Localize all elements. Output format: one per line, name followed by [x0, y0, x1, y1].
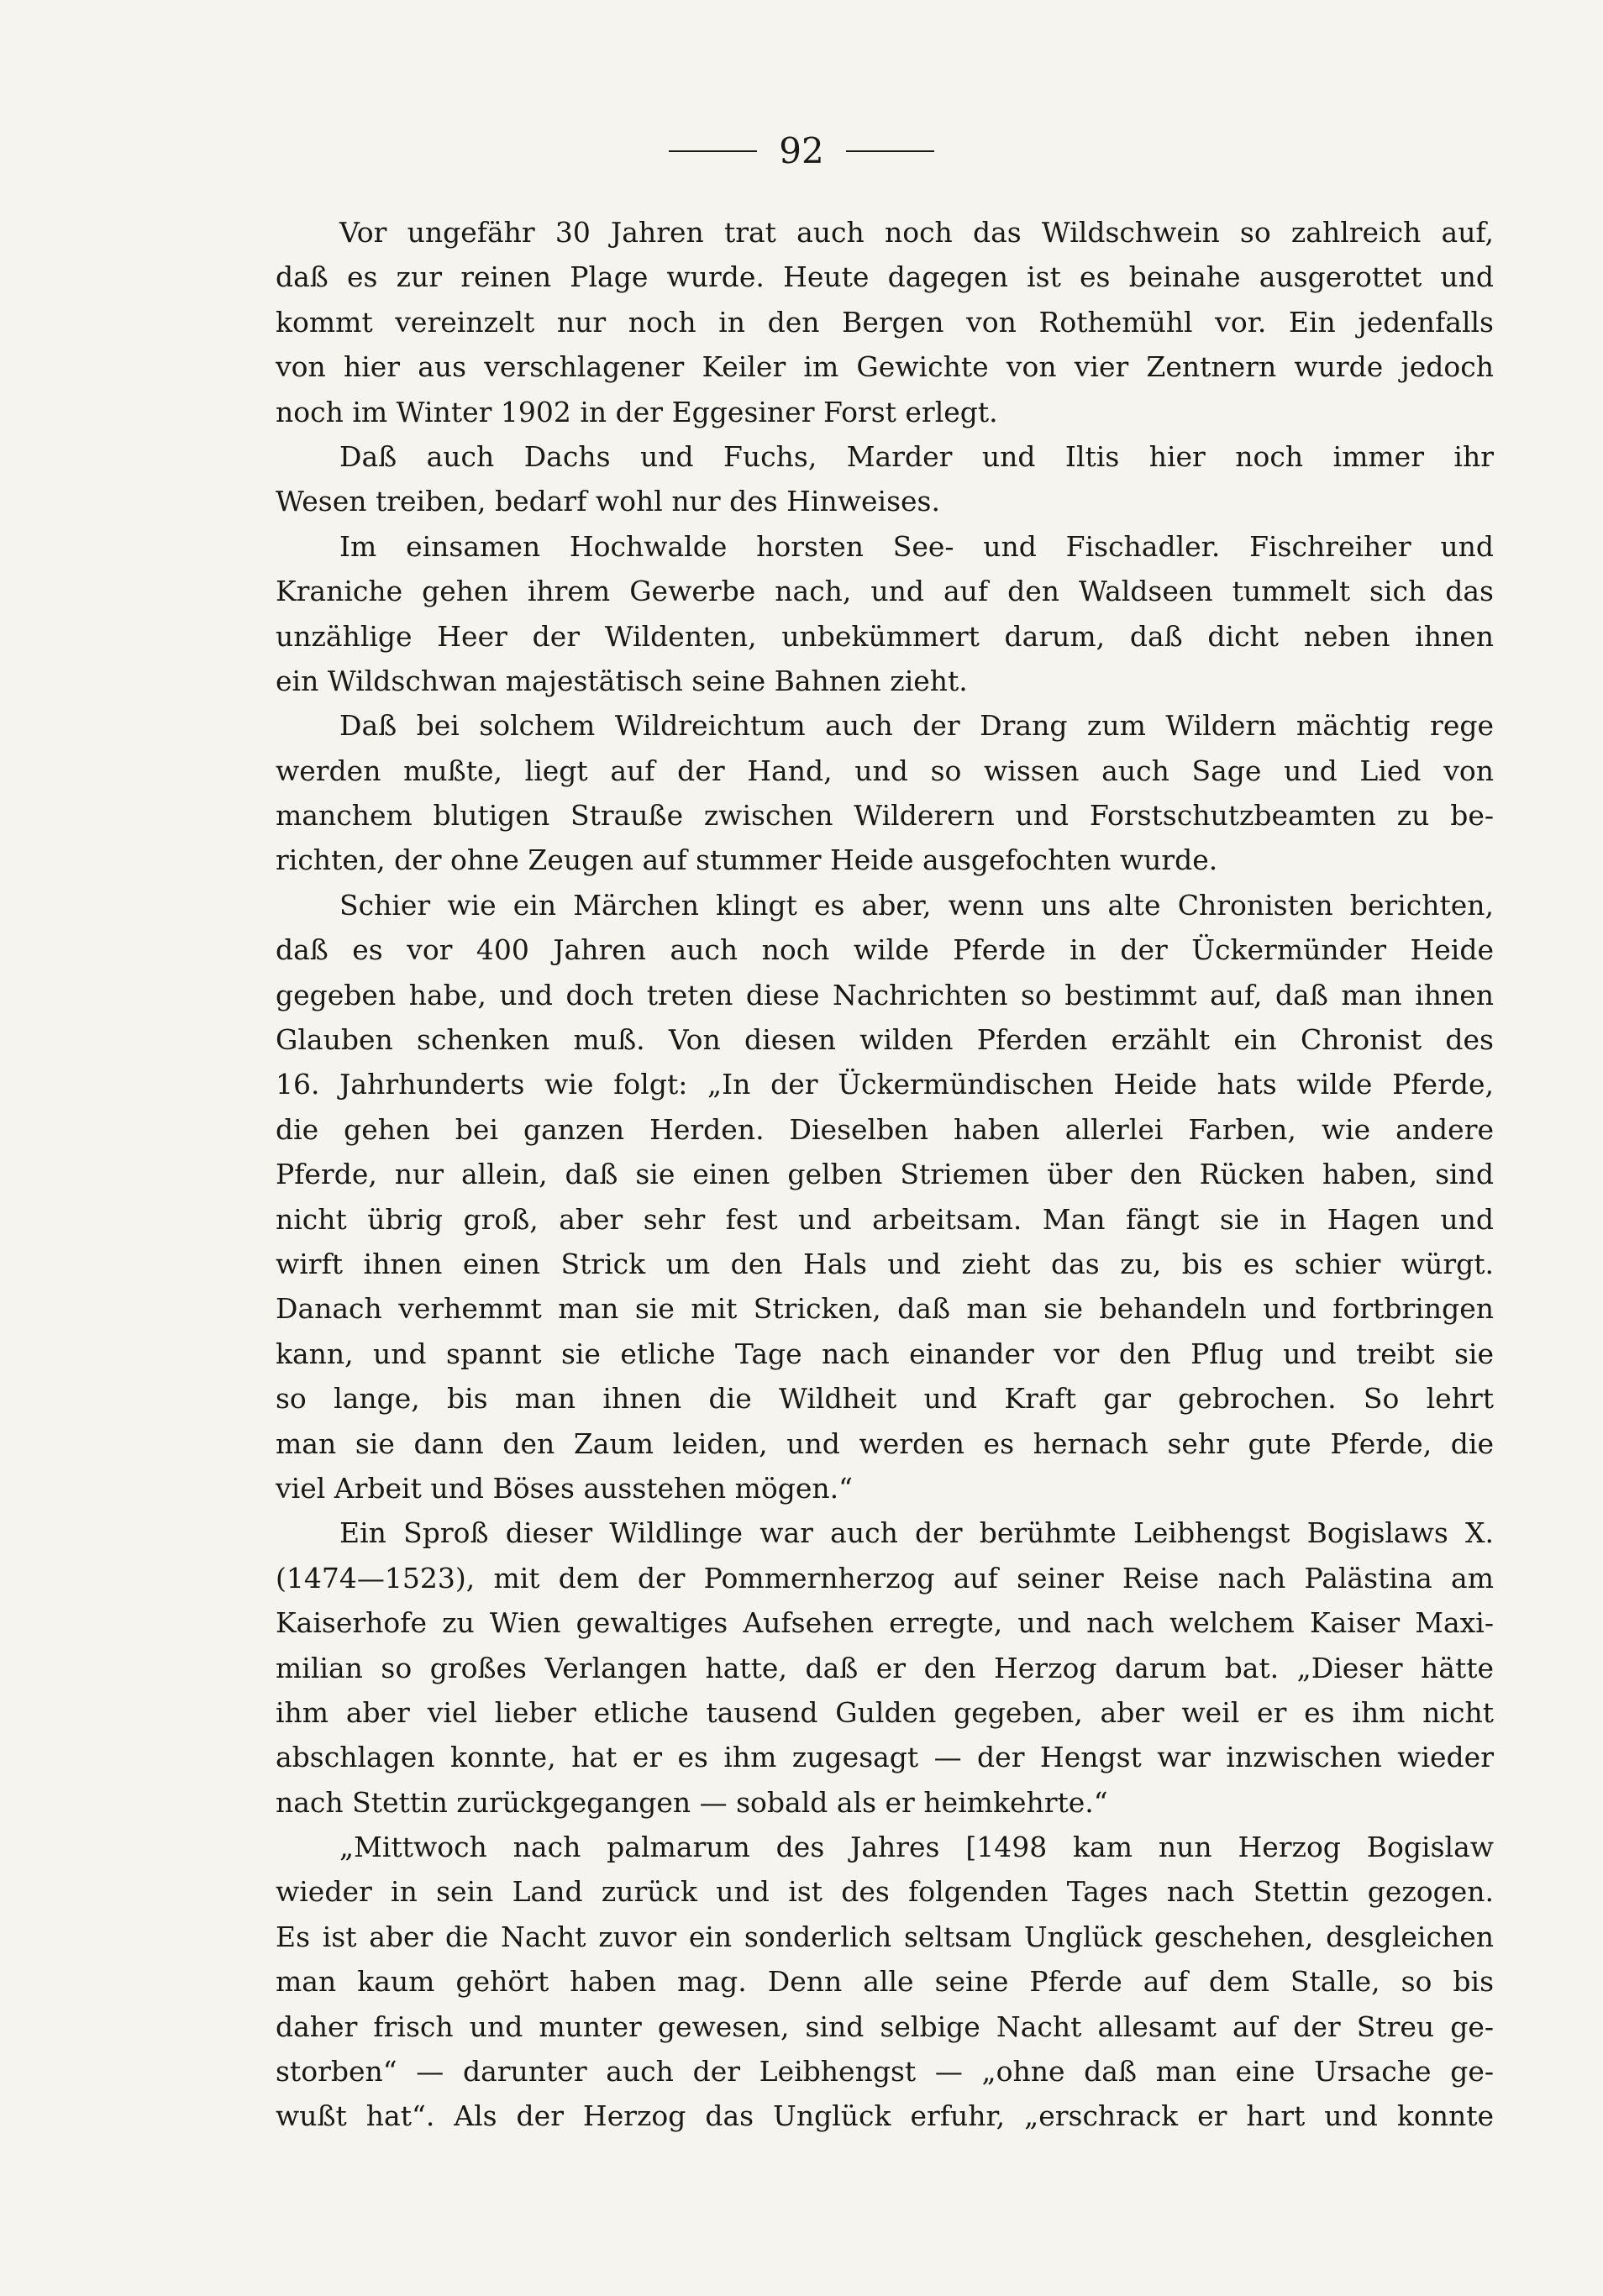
text-line: Kaiserhofe zu Wien gewaltiges Aufsehen erregte, und nach welchem Kaiser Maxi- — [276, 1606, 1494, 1640]
text-line: Danach verhemmt man sie mit Stricken, daß man sie behandeln und fortbringen — [276, 1292, 1494, 1326]
header-rule-right — [846, 150, 934, 152]
page-header — [0, 130, 1603, 172]
text-line: ein Wildschwan majestätisch seine Bahnen zieht. — [276, 664, 968, 697]
text-line: milian so großes Verlangen hatte, daß er den Herzog darum bat. „Dieser hätte — [276, 1651, 1494, 1684]
text-line: daher frisch und munter gewesen, sind selbige Nacht allesamt auf der Streu ge- — [276, 2010, 1494, 2043]
body-text — [276, 210, 1494, 2139]
text-line: wieder in sein Land zurück und ist des folgenden Tages nach Stettin gezogen. — [276, 1875, 1494, 1909]
page-number: 92 — [779, 130, 824, 171]
text-line: wirft ihnen einen Strick um den Hals und zieht das zu, bis es schier würgt. — [276, 1247, 1494, 1280]
text-line: werden mußte, liegt auf der Hand, und so wissen auch Sage und Lied von — [276, 754, 1494, 787]
text-line: abschlagen konnte, hat er es ihm zugesagt — der Hengst war inzwischen wieder — [276, 1741, 1494, 1774]
text-line: Schier wie ein Märchen klingt es aber, wenn uns alte Chronisten berichten, — [339, 888, 1494, 922]
text-line: ihm aber viel lieber etliche tausend Gulden gegeben, aber weil er es ihm nicht — [276, 1695, 1494, 1729]
text-line: man kaum gehört haben mag. Denn alle seine Pferde auf dem Stalle, so bis — [276, 1965, 1494, 1999]
text-line: storben“ — darunter auch der Leibhengst — „ohne daß man eine Ursache ge- — [276, 2055, 1494, 2088]
text-line: nicht übrig groß, aber sehr fest und arbeitsam. Man fängt sie in Hagen und — [276, 1202, 1494, 1236]
text-line: von hier aus verschlagener Keiler im Gewichte von vier Zentnern wurde jedoch — [276, 350, 1494, 384]
text-line: manchem blutigen Strauße zwischen Wilderern und Forstschutzbeamten zu be- — [276, 799, 1494, 833]
text-line: Daß bei solchem Wildreichtum auch der Drang zum Wildern mächtig rege — [339, 709, 1494, 743]
text-line: die gehen bei ganzen Herden. Dieselben haben allerlei Farben, wie andere — [276, 1112, 1494, 1146]
text-line: Kraniche gehen ihrem Gewerbe nach, und auf den Waldseen tummelt sich das — [276, 575, 1494, 608]
text-line: wußt hat“. Als der Herzog das Unglück erfuhr, „erschrack er hart und konnte — [276, 2099, 1494, 2133]
text-line: viel Arbeit und Böses ausstehen mögen.“ — [276, 1471, 854, 1505]
text-line: (1474—1523), mit dem der Pommernherzog auf seiner Reise nach Palästina am — [276, 1561, 1494, 1595]
text-line: kommt vereinzelt nur noch in den Bergen von Rothemühl vor. Ein jedenfalls — [276, 305, 1494, 339]
text-line: nach Stettin zurückgegangen — sobald als er heimkehrte.“ — [276, 1785, 1108, 1819]
text-line: daß es zur reinen Plage wurde. Heute dagegen ist es beinahe ausgerottet und — [276, 260, 1494, 294]
text-line: Ein Sproß dieser Wildlinge war auch der berühmte Leibhengst Bogislaws X. — [339, 1516, 1494, 1550]
text-line: daß es vor 400 Jahren auch noch wilde Pferde in der Ückermünder Heide — [276, 933, 1494, 967]
text-line: Glauben schenken muß. Von diesen wilden Pferden erzählt ein Chronist des — [276, 1023, 1494, 1057]
text-line: kann, und spannt sie etliche Tage nach einander vor den Pflug und treibt sie — [276, 1337, 1494, 1370]
text-line: gegeben habe, und doch treten diese Nachrichten so bestimmt auf, daß man ihnen — [276, 978, 1494, 1011]
text-line: Wesen treiben, bedarf wohl nur des Hinweises. — [276, 485, 940, 518]
text-line: richten, der ohne Zeugen auf stummer Heide ausgefochten wurde. — [276, 843, 1218, 877]
text-line: Vor ungefähr 30 Jahren trat auch noch das Wildschwein so zahlreich auf, — [339, 216, 1494, 249]
text-line: „Mittwoch nach palmarum des Jahres [1498 kam nun Herzog Bogislaw — [339, 1831, 1494, 1864]
text-line: man sie dann den Zaum leiden, und werden es hernach sehr gute Pferde, die — [276, 1426, 1494, 1460]
header-rule-left — [669, 150, 757, 152]
text-line: Pferde, nur allein, daß sie einen gelben Striemen über den Rücken haben, sind — [276, 1158, 1494, 1191]
text-line: unzählige Heer der Wildenten, unbekümmert darum, daß dicht neben ihnen — [276, 619, 1494, 653]
text-line: Daß auch Dachs und Fuchs, Marder und Iltis hier noch immer ihr — [339, 439, 1494, 473]
text-line: Im einsamen Hochwalde horsten See- und Fischadler. Fischreiher und — [339, 529, 1494, 563]
text-line: Es ist aber die Nacht zuvor ein sonderlich seltsam Unglück geschehen, desgleichen — [276, 1920, 1494, 1953]
text-line: 16. Jahrhunderts wie folgt: „In der Ückermündischen Heide hats wilde Pferde, — [276, 1068, 1494, 1101]
text-line: noch im Winter 1902 in der Eggesiner Forst erlegt. — [276, 395, 998, 428]
text-line: so lange, bis man ihnen die Wildheit und Kraft gar gebrochen. So lehrt — [276, 1382, 1494, 1416]
